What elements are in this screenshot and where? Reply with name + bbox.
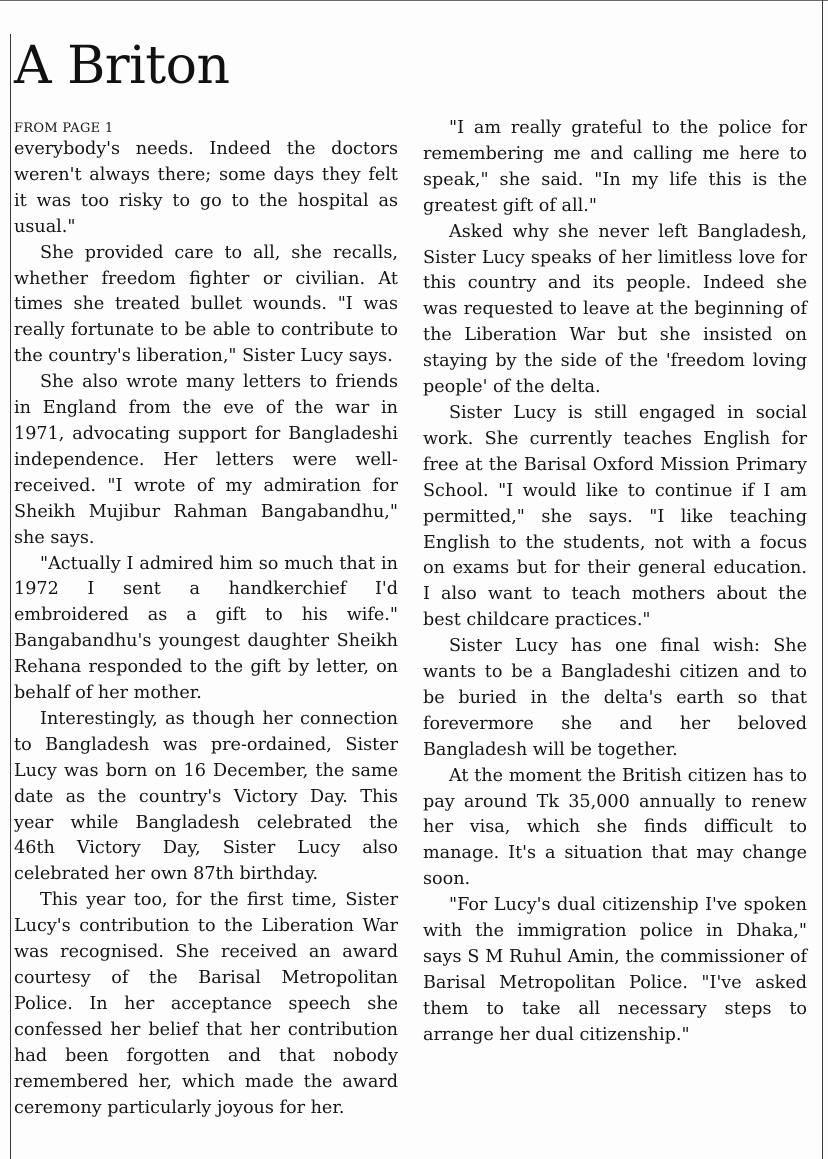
left-column — [14, 137, 398, 1121]
paragraph: Interestingly, as though her connection to Bangladesh was pre-ordained, Sister Lucy was born on 16 December, the same date as the country's Victory Day. This year while Bangladesh celebrated the 46th Victory Day, Sister Lucy also celebrated her own 87th birthday. — [14, 708, 398, 885]
paragraph: "For Lucy's dual citizenship I've spoken with the immigration police in Dhaka," says S M Ruhul Amin, the commissioner of Barisal Metropolitan Police. "I've asked them to take all necessary steps to arrange her dual citizenship." — [423, 895, 807, 1045]
paragraph: She provided care to all, she recalls, whether freedom fighter or civilian. At times she treated bullet wounds. "I was really fortunate to be able to contribute to the country's liberation," Sister Lucy says. — [14, 242, 398, 367]
paragraph: "I am really grateful to the police for remembering me and calling me here to speak," she said. "In my life this is the greatest gift of all." — [423, 118, 807, 216]
left-border-rule — [10, 34, 11, 1159]
paragraph: This year too, for the first time, Sister Lucy's contribution to the Liberation War was recognised. She received an award courtesy of the Barisal Metropolitan Police. In her acceptance speech she confessed her belief that her contribution had been forgotten and that nobody remembered her, which made the award ceremony particularly joyous for her. — [14, 890, 398, 1118]
paragraph: Asked why she never left Bangladesh, Sister Lucy speaks of her limitless love for this country and its people. Indeed she was requested to leave at the beginning of the Liberation War but she insisted on staying by the side of the 'freedom loving people' of the delta. — [423, 221, 807, 398]
paragraph: "Actually I admired him so much that in 1972 I sent a handkerchief I'd embroidered as a gift to his wife." Bangabandhu's youngest daughter Sheikh Rehana responded to the gift by letter, on behalf of her mother. — [14, 553, 398, 704]
top-border-rule — [0, 0, 828, 1]
right-column — [423, 116, 807, 1049]
paragraph: She also wrote many letters to friends in England from the eve of the war in 1971, advocating support for Bangladeshi independence. Her letters were well-received. "I wrote of my admiration for Sheikh Mujibur Rahman Bangabandhu," she says. — [14, 372, 398, 548]
headline: A Briton — [14, 36, 230, 96]
paragraph: At the moment the British citizen has to pay around Tk 35,000 annually to renew her visa, which she finds difficult to manage. It's a situation that may change soon. — [423, 765, 807, 890]
paragraph: Sister Lucy has one final wish: She wants to be a Bangladeshi citizen and to be buried in the delta's earth so that forevermore she and her beloved Bangladesh will be together. — [423, 636, 807, 760]
continuation-kicker: FROM PAGE 1 — [14, 121, 114, 136]
paragraph: Sister Lucy is still engaged in social work. She currently teaches English for free at the Barisal Oxford Mission Primary School. "I would like to continue if I am permitted," she says. "I like teaching English to the students, not with a focus on exams but for their general education. I also want to teach mothers about the best childcare practices." — [423, 402, 807, 631]
right-border-rule — [822, 0, 823, 1159]
paragraph: everybody's needs. Indeed the doctors weren't always there; some days they felt it was too risky to go to the hospital as usual." — [14, 139, 398, 237]
